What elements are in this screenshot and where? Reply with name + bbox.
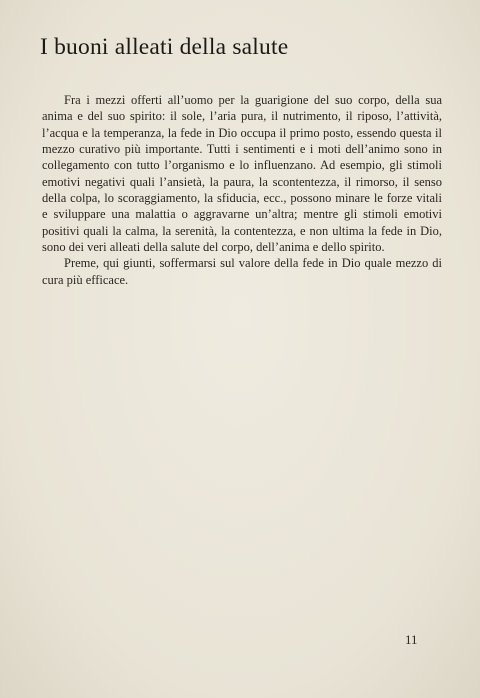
paragraph-2: Preme, qui giunti, soffermarsi sul valore della fede in Dio quale mezzo di cura più efficace. xyxy=(42,256,442,287)
chapter-title: I buoni alleati della salute xyxy=(40,34,289,60)
paragraph-1: Fra i mezzi offerti all’uomo per la guarigione del suo corpo, della sua anima e del suo spirito: il sole, l’aria pura, il nutrimento, il riposo, l’attività, l’acqua e la temperanza, la fede in Dio occupa il primo posto, essendo questa il mezzo curativo più importante. Tutti i sentimenti e i moti dell’animo sono in collegamento con tutto l’organismo e lo influenzano. Ad esempio, gli stimoli emotivi negativi quali l’ansietà, la paura, la scontentezza, il rimorso, il senso della colpa, lo scoraggiamento, la sfiducia, ecc., possono minare le forze vitali e sviluppare una malattia o aggravarne un’altra; mentre gli stimoli emotivi positivi quali la calma, la serenità, la contentezza, e non ultima la fede in Dio, sono dei veri alleati della salute del corpo, dell’anima e dello spirito. xyxy=(42,93,442,255)
page-number: 11 xyxy=(405,632,418,647)
body-text xyxy=(42,92,442,288)
